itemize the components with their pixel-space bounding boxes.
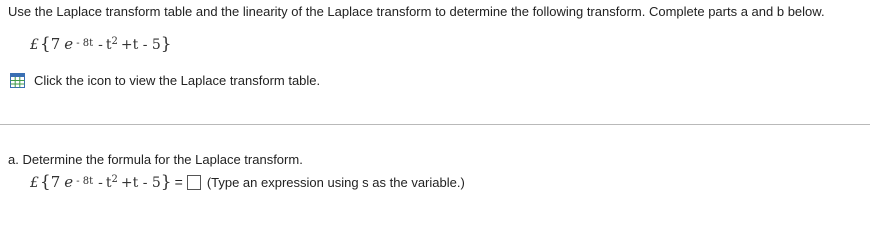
formula-close-brace: } (160, 172, 172, 192)
part-a-formula (30, 172, 172, 192)
answer-input-box[interactable] (187, 175, 201, 190)
formula-coefficient: 7 (50, 35, 61, 53)
formula-minus: - (98, 37, 103, 53)
formula-base-e: e (64, 173, 74, 191)
formula-rest: +t - 5 (120, 37, 161, 53)
instructions-text: Use the Laplace transform table and the linearity of the Laplace transform to determine the following transform. Complete parts a and b below. (8, 4, 825, 19)
formula-coefficient: 7 (50, 173, 61, 191)
formula-rest: +t - 5 (120, 175, 161, 191)
formula-minus: - (98, 175, 103, 191)
laplace-operator: £ (30, 175, 39, 191)
laplace-operator: £ (30, 37, 39, 53)
table-icon[interactable] (10, 73, 25, 88)
part-a-answer-row (30, 172, 465, 192)
formula-t-exponent: 2 (111, 174, 118, 185)
formula-open-brace: { (39, 34, 51, 54)
formula-close-brace: } (160, 34, 172, 54)
table-link-row[interactable] (10, 73, 320, 88)
answer-hint: (Type an expression using s as the variable.) (206, 174, 465, 190)
formula-base-e: e (64, 35, 74, 53)
formula-t-term: t (105, 37, 112, 53)
equals-sign: = (174, 174, 183, 190)
formula-exponent: - 8t (76, 38, 94, 49)
part-a-prompt: a. Determine the formula for the Laplace transform. (8, 152, 303, 167)
formula-exponent: - 8t (76, 176, 94, 187)
formula-t-term: t (105, 175, 112, 191)
formula-t-exponent: 2 (111, 36, 118, 47)
formula-open-brace: { (39, 172, 51, 192)
section-divider (0, 124, 870, 125)
laplace-formula (30, 34, 172, 54)
table-link-label: Click the icon to view the Laplace transform table. (34, 73, 321, 88)
